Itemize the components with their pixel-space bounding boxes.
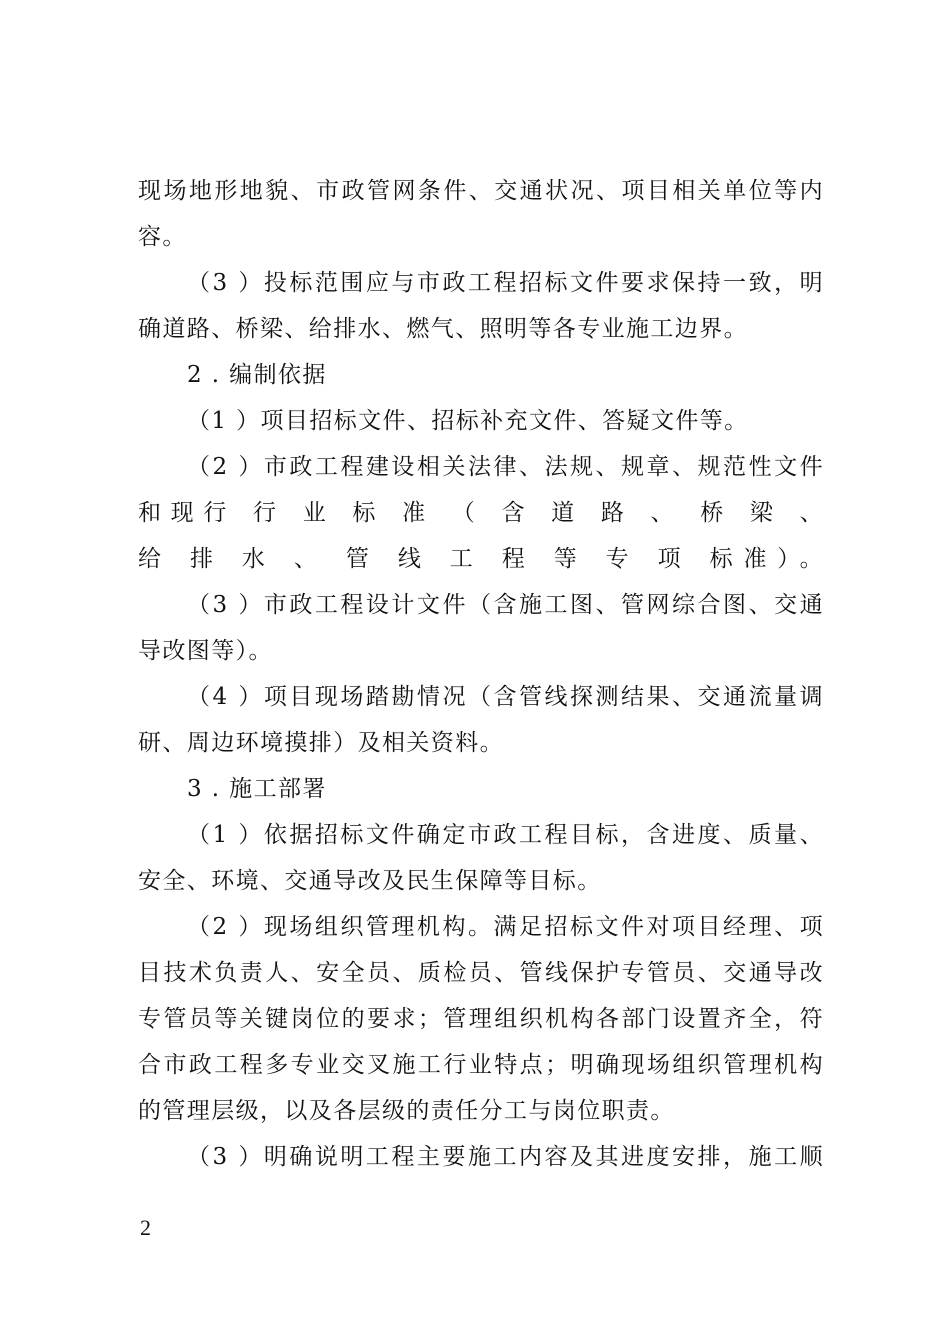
section-heading: 3 . 施工部署: [187, 776, 327, 802]
text-line: 给 排 水 、 管 线 工 程 等 专 项 标准）。: [138, 546, 824, 572]
text-line: （2 ）现场组织管理机构。满足招标文件对项目经理、项: [187, 914, 824, 940]
text-line: 现场地形地貌、市政管网条件、交通状况、项目相关单位等内: [138, 178, 824, 204]
text-line: 的管理层级，以及各层级的责任分工与岗位职责。: [138, 1098, 675, 1124]
text-line: （1 ）依据招标文件确定市政工程目标，含进度、质量、: [187, 822, 824, 848]
text-line: 研、周边环境摸排）及相关资料。: [138, 730, 504, 756]
document-body: [138, 168, 824, 1180]
text-line: 导改图等）。: [138, 638, 273, 664]
text-line: 确道路、桥梁、给排水、燃气、照明等各专业施工边界。: [138, 316, 748, 342]
text-line: （3 ）投标范围应与市政工程招标文件要求保持一致，明: [187, 270, 824, 296]
text-line: 专管员等关键岗位的要求；管理组织机构各部门设置齐全，符: [138, 1006, 824, 1032]
text-line: 容。: [138, 224, 187, 250]
text-line: 合市政工程多专业交叉施工行业特点；明确现场组织管理机构: [138, 1052, 824, 1078]
text-line: （3 ）市政工程设计文件（含施工图、管网综合图、交通: [187, 592, 824, 618]
text-line: 和现行 行 业 标 准 （ 含 道 路 、 桥 梁 、: [138, 500, 824, 526]
text-line: 目技术负责人、安全员、质检员、管线保护专管员、交通导改: [138, 960, 824, 986]
text-line: （4 ）项目现场踏勘情况（含管线探测结果、交通流量调: [187, 684, 824, 710]
text-line: （3 ）明确说明工程主要施工内容及其进度安排，施工顺: [187, 1144, 824, 1170]
page-number: 2: [140, 1215, 151, 1240]
section-heading: 2 . 编制依据: [187, 362, 327, 388]
text-line: （1 ）项目招标文件、招标补充文件、答疑文件等。: [187, 408, 749, 434]
text-line: （2 ）市政工程建设相关法律、法规、规章、规范性文件: [187, 454, 824, 480]
text-line: 安全、环境、交通导改及民生保障等目标。: [138, 868, 602, 894]
